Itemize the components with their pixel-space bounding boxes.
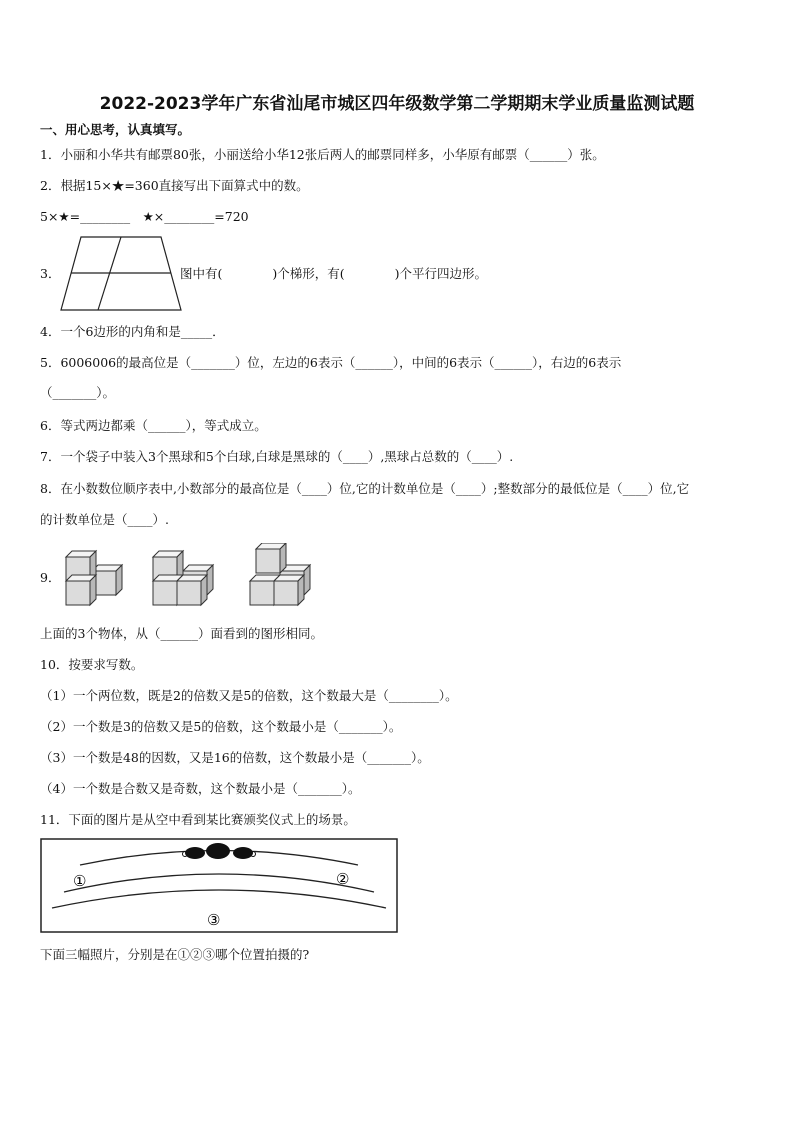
question-5-line-1: 5．6006006的最高位是（_______）位，左边的6表示（______），中间的6表示（______），右边的6表示 (40, 355, 622, 370)
question-11: 11．下面的图片是从空中看到某比赛颁奖仪式上的场景。 (40, 812, 356, 827)
question-3-text: 图中有( )个梯形，有( )个平行四边形。 (180, 266, 488, 281)
question-1: 1．小丽和小华共有邮票80张，小丽送给小华12张后两人的邮票同样多，小华原有邮票（______）张。 (40, 147, 605, 162)
position-label-1: ① (73, 872, 87, 890)
position-label-2: ② (336, 870, 350, 888)
trapezoid-figure (58, 235, 184, 313)
question-6: 6．等式两边都乘（______），等式成立。 (40, 418, 267, 433)
question-11-prompt: 下面三幅照片，分别是在①②③哪个位置拍摄的? (40, 947, 310, 962)
ceremony-diagram (40, 838, 398, 934)
question-8-line-2: 的计数单位是（____）. (40, 512, 169, 527)
position-label-3: ③ (207, 911, 221, 929)
question-9-text: 上面的3个物体，从（______）面看到的图形相同。 (40, 626, 323, 641)
section-heading: 一、用心思考，认真填写。 (40, 122, 191, 137)
question-7: 7．一个袋子中装入3个黑球和5个白球,白球是黑球的（____）,黑球占总数的（____）. (40, 449, 514, 464)
question-10-part-4: （4）一个数是合数又是奇数，这个数最小是（_______）。 (40, 781, 361, 796)
page-title: 2022-2023学年广东省汕尾市城区四年级数学第二学期期末学业质量监测试题 (99, 94, 695, 114)
question-3-number: 3． (40, 266, 61, 281)
question-10-part-1: （1）一个两位数，既是2的倍数又是5的倍数，这个数最大是（________）。 (40, 688, 458, 703)
podium-people-icon (183, 843, 256, 859)
question-2-formula: 5×★=________ ★×________=720 (40, 209, 249, 224)
cube-figures (60, 543, 320, 609)
question-2: 2．根据15×★=360直接写出下面算式中的数。 (40, 178, 309, 193)
question-9-number: 9． (40, 570, 61, 585)
question-10-part-3: （3）一个数是48的因数，又是16的倍数，这个数最小是（_______）。 (40, 750, 430, 765)
question-4: 4．一个6边形的内角和是_____． (40, 324, 225, 339)
question-5-line-2: （_______）。 (40, 385, 116, 400)
question-8-line-1: 8．在小数数位顺序表中,小数部分的最高位是（____）位,它的计数单位是（____）;整数部分的最低位是（____）位,它 (40, 481, 690, 496)
question-10-part-2: （2）一个数是3的倍数又是5的倍数，这个数最小是（_______）。 (40, 719, 402, 734)
question-10: 10．按要求写数。 (40, 657, 144, 672)
